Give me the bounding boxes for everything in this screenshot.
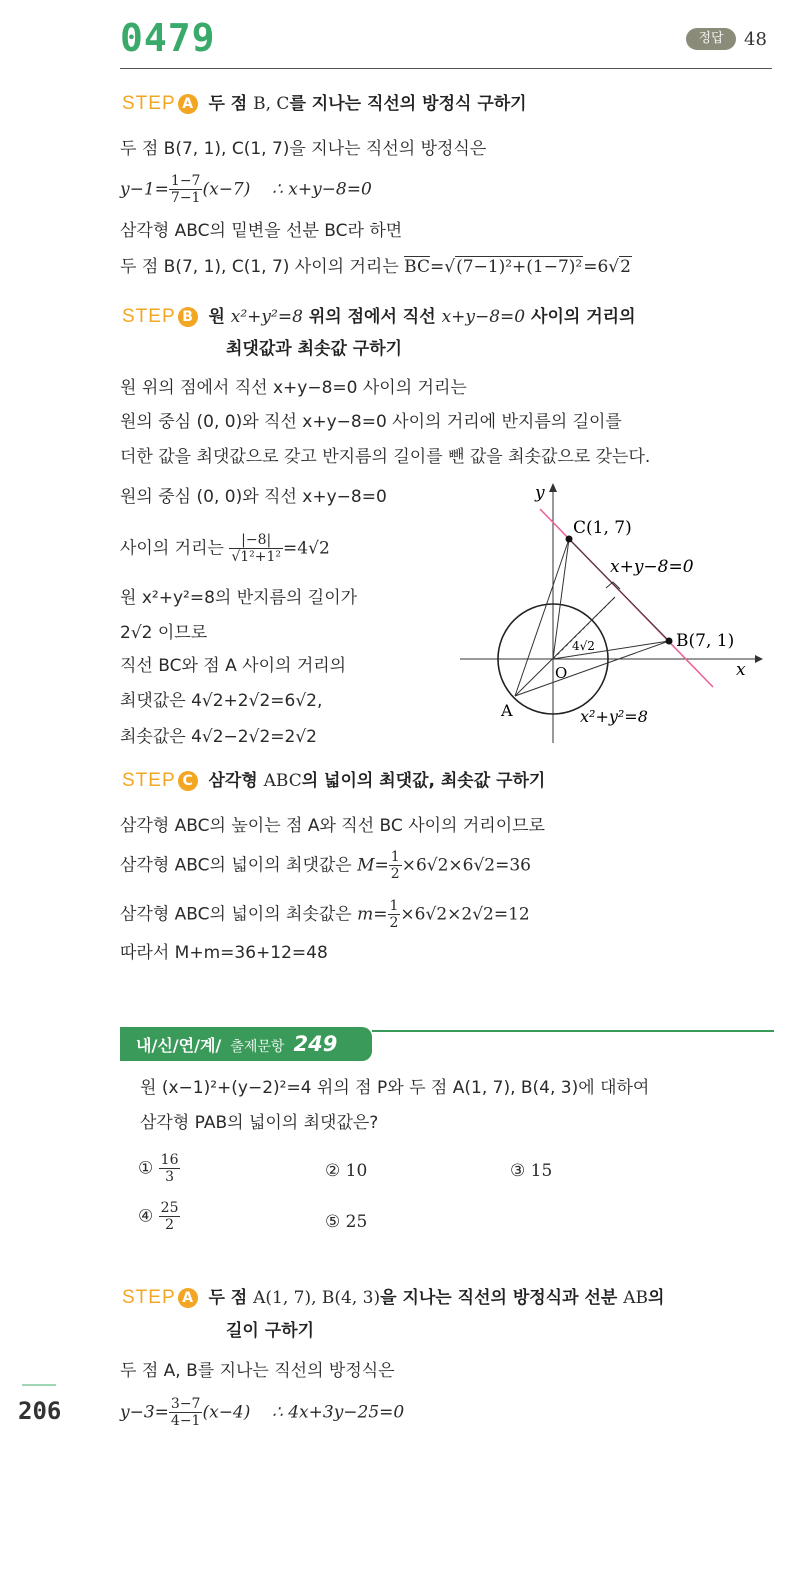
fraction bbox=[169, 173, 203, 206]
numerator: 25 bbox=[160, 1200, 179, 1216]
numerator: 1 bbox=[390, 849, 400, 865]
math: =√ bbox=[429, 257, 456, 277]
step-title-part: AB bbox=[623, 1288, 648, 1308]
point-b bbox=[666, 638, 673, 645]
choice-2[interactable]: ② 10 bbox=[325, 1161, 368, 1181]
step-title-line2: 최댓값과 최솟값 구하기 bbox=[226, 339, 403, 359]
math: =4√2 bbox=[283, 538, 330, 559]
question-line: 원 (x−1)²+(y−2)²=4 위의 점 P와 두 점 A(1, 7), B(4, 3)에 대하여 bbox=[140, 1078, 650, 1098]
point-c bbox=[566, 536, 573, 543]
text-line: 직선 BC와 점 A 사이의 거리의 bbox=[120, 656, 347, 676]
step-title-part: 원 bbox=[208, 307, 231, 327]
banner: 내/신/연/계/ 출제문항 249 bbox=[120, 1027, 372, 1061]
root: 2 bbox=[620, 257, 631, 277]
math: ×6√2×6√2=36 bbox=[401, 855, 531, 876]
text-line: 원 위의 점에서 직선 x+y−8=0 사이의 거리는 bbox=[120, 378, 467, 398]
choice-1[interactable] bbox=[138, 1152, 180, 1185]
page-number: 206 bbox=[18, 1397, 62, 1425]
step-letter: C bbox=[178, 771, 198, 791]
banner-tag: 계 bbox=[199, 1036, 216, 1055]
step-title-part: B, C bbox=[253, 94, 290, 114]
coordinate-figure bbox=[455, 478, 775, 748]
equation-line bbox=[120, 1396, 404, 1429]
choice-4[interactable] bbox=[138, 1200, 180, 1233]
banner-tag: 내 bbox=[136, 1036, 152, 1055]
fraction bbox=[159, 1200, 181, 1233]
segment-bc: BC bbox=[404, 257, 430, 277]
math: ×6√2×2√2=12 bbox=[400, 904, 530, 925]
text-line: 삼각형 ABC의 밑변을 선분 BC라 하면 bbox=[120, 221, 403, 241]
text-line: 최댓값은 4√2+2√2=6√2, bbox=[120, 691, 323, 711]
banner-rule bbox=[372, 1030, 774, 1032]
text-line bbox=[120, 532, 330, 565]
step-letter: A bbox=[178, 94, 198, 114]
step-label: STEP bbox=[122, 1287, 176, 1308]
denominator: 3 bbox=[165, 1169, 175, 1185]
text-line: 두 점 A, B를 지나는 직선의 방정식은 bbox=[120, 1361, 395, 1381]
step-label: STEP bbox=[122, 93, 176, 114]
step-title-part: 사이의 거리의 bbox=[525, 307, 636, 327]
point-b-label: B(7, 1) bbox=[676, 631, 735, 651]
step-a-heading bbox=[122, 93, 527, 115]
root: (7−1)²+(1−7)² bbox=[456, 257, 583, 277]
math: x²+y²=8 bbox=[230, 307, 303, 327]
denominator: 2 bbox=[165, 1217, 175, 1233]
math: M= bbox=[357, 855, 389, 876]
step-c-heading bbox=[122, 770, 545, 792]
text-line: 2√2 이므로 bbox=[120, 623, 208, 643]
math: (x−4) bbox=[202, 1402, 251, 1423]
math: =6√ bbox=[583, 257, 620, 277]
answer-value: 48 bbox=[744, 29, 767, 50]
banner-tag: 신 bbox=[157, 1036, 173, 1055]
text-line: 원의 중심 (0, 0)와 직선 x+y−8=0 사이의 거리에 반지름의 길이를 bbox=[120, 412, 622, 432]
fraction bbox=[229, 532, 283, 565]
text: 삼각형 ABC의 넓이의 최솟값은 bbox=[120, 904, 358, 925]
text-line: 더한 값을 최댓값으로 갖고 반지름의 길이를 뺀 값을 최솟값으로 갖는다. bbox=[120, 447, 651, 467]
text-line: 원 x²+y²=8의 반지름의 길이가 bbox=[120, 588, 358, 608]
step-title-line2: 길이 구하기 bbox=[226, 1321, 315, 1341]
x-axis-label: x bbox=[736, 660, 746, 680]
math: ∴ 4x+3y−25=0 bbox=[272, 1402, 405, 1423]
numerator: 1−7 bbox=[170, 173, 201, 189]
choice-5[interactable]: ⑤ 25 bbox=[325, 1212, 368, 1232]
step-label: STEP bbox=[122, 306, 176, 327]
y-axis-label: y bbox=[535, 483, 545, 503]
step-letter: B bbox=[178, 307, 198, 327]
choice-mark: ④ bbox=[138, 1206, 154, 1227]
point-c-label: C(1, 7) bbox=[573, 518, 632, 538]
origin-label: O bbox=[555, 664, 568, 682]
text-line: 최솟값은 4√2−2√2=2√2 bbox=[120, 727, 317, 747]
page-number-rule bbox=[22, 1384, 56, 1386]
choice-3[interactable]: ③ 15 bbox=[510, 1161, 553, 1181]
fraction bbox=[169, 1396, 203, 1429]
banner-number: 249 bbox=[293, 1032, 338, 1056]
point-a-label: A bbox=[501, 701, 513, 720]
step-title-part: 를 지나는 직선의 방정식 구하기 bbox=[289, 94, 527, 114]
step-title-part: 두 점 bbox=[208, 94, 254, 114]
math: y−1= bbox=[120, 179, 169, 200]
step-title-part: 위의 점에서 직선 bbox=[302, 307, 442, 327]
text-line: 두 점 B(7, 1), C(1, 7)을 지나는 직선의 방정식은 bbox=[120, 139, 487, 159]
text: 사이의 거리는 bbox=[120, 538, 230, 559]
numerator: 1 bbox=[389, 898, 399, 914]
circle-equation-label: x²+y²=8 bbox=[580, 707, 648, 726]
line-equation-label: x+y−8=0 bbox=[610, 557, 694, 577]
y-axis-arrow bbox=[549, 483, 557, 492]
step-title-part: 을 지나는 직선의 방정식과 선분 bbox=[380, 1288, 624, 1308]
text-line bbox=[120, 256, 632, 278]
problem-number: 0479 bbox=[120, 16, 216, 60]
step-title-part: 의 bbox=[647, 1288, 665, 1308]
equation-line bbox=[120, 173, 372, 206]
math: (x−7) bbox=[202, 179, 251, 200]
fraction bbox=[388, 898, 401, 931]
distance-label: 4√2 bbox=[572, 639, 595, 653]
segment-co bbox=[553, 539, 569, 659]
choice-mark: ① bbox=[138, 1158, 154, 1179]
text-line: 원의 중심 (0, 0)와 직선 x+y−8=0 bbox=[120, 487, 387, 507]
text: 두 점 B(7, 1), C(1, 7) 사이의 거리는 bbox=[120, 257, 405, 277]
step-title-part: 삼각형 bbox=[208, 771, 264, 791]
numerator: |−8| bbox=[229, 532, 283, 549]
step-title-part: 의 넓이의 최댓값, 최솟값 구하기 bbox=[301, 771, 546, 791]
numerator: 3−7 bbox=[170, 1396, 201, 1412]
text-line bbox=[120, 849, 531, 882]
step-title-part: ABC bbox=[263, 771, 302, 791]
fraction bbox=[389, 849, 402, 882]
step-letter: A bbox=[178, 1288, 198, 1308]
math: m= bbox=[357, 904, 388, 925]
segment-bo bbox=[553, 641, 669, 659]
text-line: 따라서 M+m=36+12=48 bbox=[120, 943, 328, 963]
step-title-part: A(1, 7), B(4, 3) bbox=[253, 1288, 381, 1308]
banner-label: 출제문항 bbox=[230, 1039, 285, 1055]
denominator: 7−1 bbox=[170, 190, 201, 206]
denominator: 4−1 bbox=[170, 1413, 201, 1429]
text-line bbox=[120, 898, 530, 931]
text-line: 삼각형 ABC의 높이는 점 A와 직선 BC 사이의 거리이므로 bbox=[120, 816, 545, 836]
answer-badge: 정답 bbox=[686, 28, 736, 50]
numerator: 16 bbox=[160, 1152, 179, 1168]
question-line: 삼각형 PAB의 넓이의 최댓값은? bbox=[140, 1113, 379, 1133]
text: 삼각형 ABC의 넓이의 최댓값은 bbox=[120, 855, 358, 876]
fraction bbox=[159, 1152, 181, 1185]
math: x+y−8=0 bbox=[441, 307, 526, 327]
math: ∴ x+y−8=0 bbox=[272, 179, 372, 200]
step-a2-heading bbox=[122, 1287, 664, 1309]
step-label: STEP bbox=[122, 770, 176, 791]
denominator: 2 bbox=[390, 866, 400, 882]
denominator: 2 bbox=[389, 915, 399, 931]
x-axis-arrow bbox=[755, 655, 763, 663]
math: y−3= bbox=[120, 1402, 169, 1423]
step-b-heading bbox=[122, 306, 636, 328]
step-title-part: 두 점 bbox=[208, 1288, 254, 1308]
denominator: √1²+1² bbox=[231, 549, 282, 565]
segment-cb bbox=[569, 539, 669, 641]
header-rule bbox=[120, 68, 772, 69]
banner-tag: 연 bbox=[178, 1036, 195, 1055]
